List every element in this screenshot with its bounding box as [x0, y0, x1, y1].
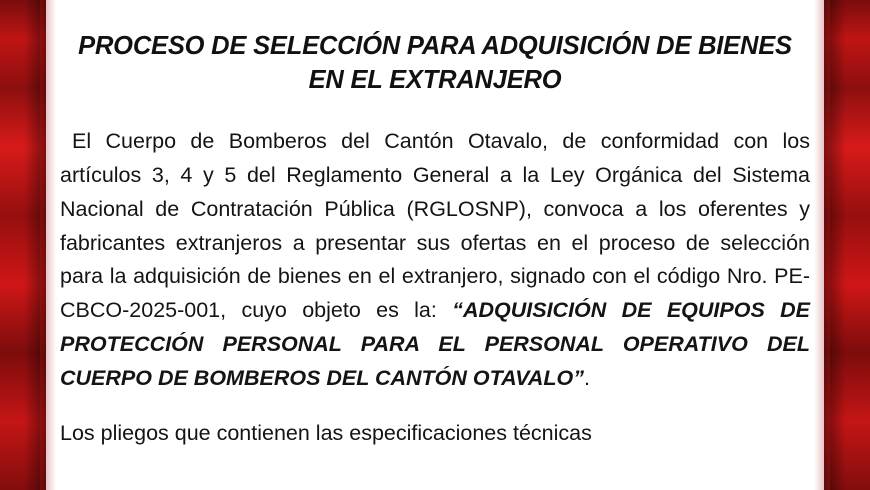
paragraph-convocatoria-object-emphasis: “ADQUISICIÓN DE EQUIPOS DE PROTECCIÓN PERSONAL PARA EL PERSONAL OPERATIVO DEL CUERPO DE BOMBEROS DEL CANTÓN OTAVALO” — [60, 298, 810, 390]
left-red-border-decoration — [0, 0, 46, 490]
right-red-border-decoration — [824, 0, 870, 490]
document-title: PROCESO DE SELECCIÓN PARA ADQUISICIÓN DE BIENES EN EL EXTRANJERO — [78, 32, 792, 94]
document-body — [52, 0, 818, 490]
paragraph-pliegos-truncated: Los pliegos que contienen las especificaciones técnicas — [60, 421, 592, 446]
paragraph-convocatoria — [60, 125, 810, 395]
paragraph-convocatoria-text-a: El Cuerpo de Bomberos del Cantón Otavalo, de conformidad con los artículos 3, 4 y 5 del Reglamento General a la Ley Orgánica del Sistema Nacional de Contratación Pública (RGLOSNP), convoca a los oferentes y fabricantes extranjeros a presentar sus ofertas en el proceso de selección para la adquisición de bienes en el extranjero, signado con el código Nro. PE-CBCO-2025-001, cuyo objeto es la: — [60, 129, 810, 323]
paragraph-convocatoria-text-b: . — [583, 365, 590, 390]
